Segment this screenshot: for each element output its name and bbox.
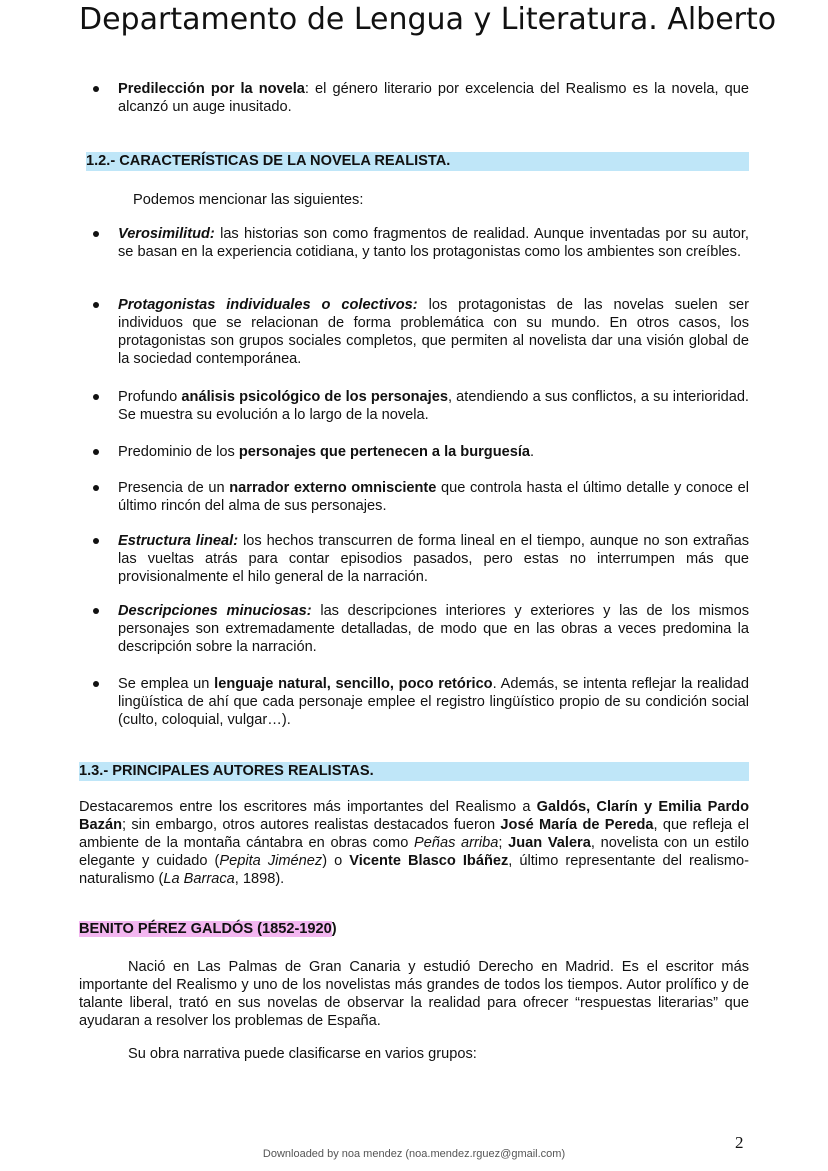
- author-names: Galdós, Clarín y Emilia Pardo Bazán: [79, 799, 749, 833]
- bullet-narrador: [118, 479, 749, 515]
- bullet-text-pre: Se emplea un: [118, 676, 215, 692]
- download-footer: Downloaded by noa mendez (noa.mendez.rguez@gmail.com): [262, 1148, 566, 1160]
- text: , que refleja el ambiente de la montaña cántabra en obras como: [79, 817, 749, 851]
- bullet-text: . Además, se intenta reflejar la realidad lingüística de ahí que cada personaje emplee el registro lingüístico propio de su condición social (culto, coloquial, vulgar…).: [118, 676, 749, 728]
- author-heading-close: ): [331, 921, 337, 937]
- bullet-bold: personajes que pertenecen a la burguesía: [238, 444, 531, 460]
- bullet-bold: narrador externo omnisciente: [229, 480, 437, 496]
- bullet-lenguaje: [118, 675, 749, 729]
- bullet-verosimilitud: [118, 225, 749, 261]
- bullet-analisis: [118, 388, 749, 424]
- authors-paragraph: [79, 798, 749, 888]
- author-name: Juan Valera: [508, 835, 591, 851]
- section-heading-1-3: [79, 762, 749, 781]
- bullet-text: : el género literario por excelencia del Realismo es la novela, que alcanzó un auge inusitado.: [118, 81, 749, 115]
- bullet-emph: Descripciones minuciosas:: [118, 603, 312, 619]
- author-heading-text: BENITO PÉREZ GALDÓS (1852-1920: [79, 921, 332, 937]
- galdos-paragraph-2: Su obra narrativa puede clasificarse en varios grupos:: [128, 1046, 477, 1062]
- bullet-text: los hechos transcurren de forma lineal en el tiempo, aunque no son extrañas las vueltas atrás para contar episodios pasados, pero estas no interrumpen más que provisionalmente el hilo general de la narración.: [118, 533, 749, 585]
- bullet-text-pre: Predominio de los: [118, 444, 239, 460]
- author-name: José María de Pereda: [500, 817, 654, 833]
- text: , novelista con un estilo elegante y cuidado (: [79, 835, 750, 869]
- bullet-text: que controla hasta el último detalle y conoce el último rincón del alma de sus personajes.: [118, 480, 749, 514]
- text: , 1898).: [234, 871, 285, 887]
- bullet-text: , atendiendo a sus conflictos, a su interioridad. Se muestra su evolución a lo largo de la novela.: [118, 389, 749, 423]
- text: , último representante del realismo-naturalismo (: [79, 853, 750, 887]
- work-title: Peñas arriba: [414, 835, 499, 851]
- bullet-text-pre: Profundo: [118, 389, 182, 405]
- text: ;: [498, 835, 509, 851]
- bullet-protagonistas: [118, 296, 749, 368]
- text: ) o: [322, 853, 350, 869]
- bullet-emph: Estructura lineal:: [118, 533, 239, 549]
- bullet-text: .: [530, 444, 535, 460]
- author-name: Vicente Blasco Ibáñez: [349, 853, 509, 869]
- section-heading-text: 1.2.- CARACTERÍSTICAS DE LA NOVELA REALISTA.: [86, 153, 451, 169]
- bullet-emph: Protagonistas individuales o colectivos:: [118, 297, 418, 313]
- page-number: 2: [735, 1133, 744, 1152]
- section-heading-text: 1.3.- PRINCIPALES AUTORES REALISTAS.: [79, 763, 374, 779]
- bullet-descripciones: [118, 602, 749, 656]
- bullet-text: las descripciones interiores y exteriores y las de los mismos personajes son extremadamente detalladas, de modo que en las obras a veces predomina la descripción sobre la narración.: [118, 603, 749, 655]
- work-title: Pepita Jiménez: [219, 853, 323, 869]
- author-heading-galdos: [79, 920, 337, 939]
- bullet-bold: Predilección por la novela: [118, 81, 305, 97]
- section-lead: Podemos mencionar las siguientes:: [133, 192, 364, 208]
- galdos-paragraph: Nació en Las Palmas de Gran Canaria y estudió Derecho en Madrid. Es el escritor más importante del Realismo y uno de los novelistas más grandes de todos los tiempos. Autor prolífico y de talante liberal, trató en sus novelas de observar la realidad para ofrecer “respuestas literarias” que ayudaran a resolver los problemas de España.: [79, 959, 749, 1029]
- text: Destacaremos entre los escritores más importantes del Realismo a: [79, 799, 537, 815]
- bullet-text: los protagonistas de las novelas suelen ser individuos que se relacionan de forma problemática con su mundo. En otros casos, los protagonistas son grupos sociales completos, que permiten al novelista dar una visión global de la sociedad contemporánea.: [118, 297, 749, 367]
- bullet-emph: Verosimilitud:: [118, 226, 215, 242]
- work-title: La Barraca: [163, 871, 235, 887]
- bullet-estructura: [118, 532, 749, 586]
- bullet-burguesia: [118, 443, 749, 461]
- bullet-text-pre: Presencia de un: [118, 480, 230, 496]
- bullet-bold: lenguaje natural, sencillo, poco retórico: [214, 676, 493, 692]
- text: ; sin embargo, otros autores realistas destacados fueron: [121, 817, 501, 833]
- bullet-text: las historias son como fragmentos de realidad. Aunque inventadas por su autor, se basan en la experiencia cotidiana, y tanto los protagonistas como los ambientes son creíbles.: [118, 226, 749, 260]
- page-header-title: Departamento de Lengua y Literatura. Alberto: [79, 2, 777, 37]
- bullet-predileccion: [118, 80, 749, 116]
- section-heading-1-2: [86, 152, 749, 171]
- bullet-bold: análisis psicológico de los personajes: [181, 389, 448, 405]
